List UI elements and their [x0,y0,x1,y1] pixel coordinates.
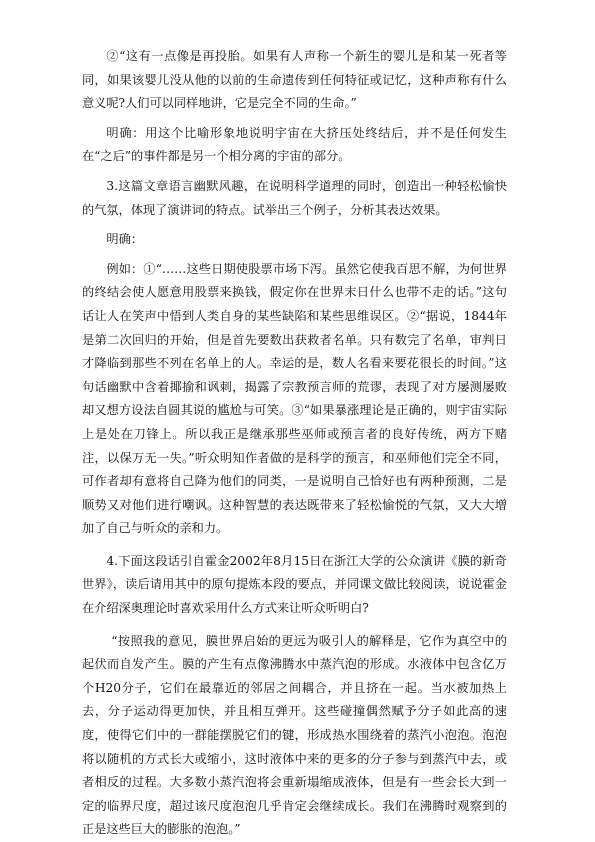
answer-label: 明确： [106,232,143,247]
question-paragraph-3: 3.这篇文章语言幽默风趣，在说明科学道理的同时，创造出一种轻松愉快的气氛，体现了演讲词的特点。试举出三个例子，分析其表达效果。 [82,178,507,217]
question-paragraph-4: 4.下面这段话引自霍金2002年8月15日在浙江大学的公众演讲《膜的新奇世界》，读后请用其中的原句提炼本段的要点，并同课文做比较阅读，说说霍金在介绍深奥理论时喜欢采用什么方式来让听众听明白? [82,553,507,616]
quote-paragraph-reincarnation: ②“这有一点像是再投胎。如果有人声称一个新生的婴儿是和某一死者等同，如果该婴儿没从他的以前的生命遗传到任何特征或记忆，这种声称有什么意义呢?人们可以同样地讲，它是完全不同的生命。” [82,49,507,111]
quote-paragraph-brane-world: “按照我的意见，膜世界启始的更远为吸引人的解释是，它作为真空中的起伏而自发产生。膜的产生有点像沸腾水中蒸汽泡的形成。水液体中包含亿万个H20分子，它们在最靠近的邻居之间耦合，并且挤在一起。当水被加热上去，分子运动得更加快，并且相互弹开。这些碰撞偶然赋予分子如此高的速度，使得它们中的一群能摆脱它们的键，形成热水围绕着的蒸汽小泡泡。泡泡将以随机的方式长大或缩小，这时液体中来的更多的分子参与到蒸汽中去，或者相反的过程。大多数小蒸汽泡将会重新塌缩成液体，但是有一些会长大到一定的临界尺度，超过该尺度泡泡几乎肯定会继续成长。我们在沸腾时观察到的正是这些巨大的膨胀的泡泡。” [82,633,507,837]
answer-paragraph-examples: 例如：①“……这些日期使股票市场下泻。虽然它使我百思不解，为何世界的终结会使人愿意用股票来换钱，假定你在世界末日什么也带不走的话。”这句话让人在笑声中悟到人类自身的某些缺陷和某些思维误区。②“据说，1844年是第二次回归的开始，但是首先要数出获救者名单。只有数完了名单，审判日才降临到那些不列在名单上的人。幸运的是，数人名看来要花很长的时间。”这句话幽默中含着揶揄和讽刺，揭露了宗教预言师的荒谬，表现了对方屡测屡败却又想方设法自圆其说的尴尬与可笑。③“如果暴涨理论是正确的，则宇宙实际上是处在刀锋上。所以我正是继承那些巫师或预言者的良好传统，两方下赌注，以保万无一失。”听众明知作者做的是科学的预言，和巫师他们完全不同，可作者却有意将自己降为他们的同类，一是说明自己恰好也有两种预测，二是顺势又对他们进行嘲讽。这种智慧的表达既带来了轻松愉悦的气氛，又大大增加了自己与听众的亲和力。 [82,261,507,536]
answer-paragraph-metaphor: 明确：用这个比喻形象地说明宇宙在大挤压处终结后，并不是任何发生在“之后”的事件都是另一个相分离的宇宙的部分。 [82,125,507,164]
